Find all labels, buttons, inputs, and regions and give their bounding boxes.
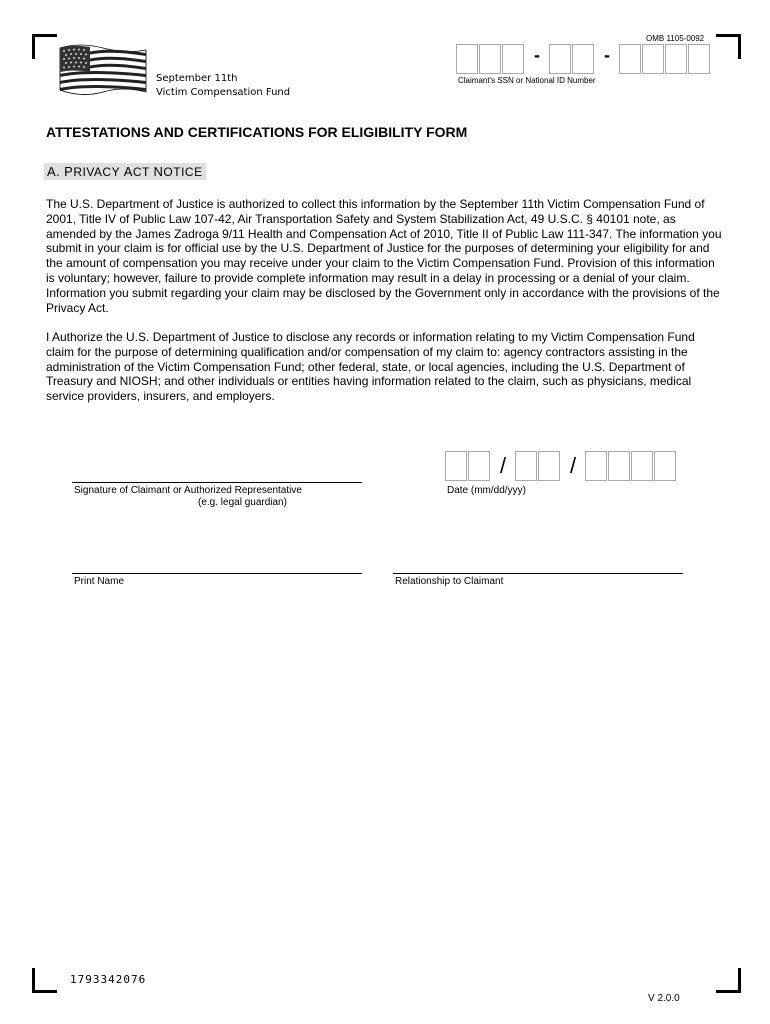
date-digit-box[interactable] xyxy=(608,451,630,481)
registration-mark-top-left xyxy=(32,34,57,59)
print-name-line[interactable] xyxy=(72,573,362,574)
signature-label xyxy=(74,485,302,509)
registration-mark-top-right xyxy=(716,34,741,59)
authorization-paragraph: I Authorize the U.S. Department of Justice to disclose any records or information relating to my Victim Compensation Fund claim for the purpose of determining qualification and/or compensation of my claim to: agency contractors assisting in the administration of the Victim Compensation Fund; other federal, state, or local agencies, including the U.S. Department of Treasury and NIOSH; and other individuals or entities having information related to the claim, such as physicians, medical service providers, insurers, and employers. xyxy=(46,330,695,404)
print-name-label: Print Name xyxy=(74,576,125,587)
ssn-digit-box[interactable] xyxy=(479,44,501,74)
signature-line[interactable] xyxy=(72,482,362,483)
registration-mark-bottom-right xyxy=(716,968,741,993)
privacy-act-paragraph: The U.S. Department of Justice is authorized to collect this information by the September 11th Victim Compensation Fund of 2001, Title IV of Public Law 107-42, Air Transportation Safety and System Stabilization Act, 49 U.S.C. § 40101 note, as amended by the James Zadroga 9/11 Health and Compensation Act of 2010, Title II of Public Law 111-347. The information you submit in your claim is for official use by the U.S. Department of Justice for the purposes of determining your eligibility for and the amount of compensation you may receive under your claim to the Victim Compensation Fund. Provision of this information is voluntary; however, failure to provide complete information may result in a delay in processing or a denial of your claim. Information you submit regarding your claim may be disclosed by the Government only in accordance with the provisions of the Privacy Act. xyxy=(46,197,722,315)
ssn-separator: - xyxy=(604,45,610,65)
version-label: V 2.0.0 xyxy=(648,993,680,1004)
ssn-digit-box[interactable] xyxy=(549,44,571,74)
date-digit-box[interactable] xyxy=(468,451,490,481)
date-separator: / xyxy=(569,453,577,478)
logo-line-1: September 11th xyxy=(156,73,238,84)
date-separator: / xyxy=(499,453,507,478)
date-digit-box[interactable] xyxy=(654,451,676,481)
ssn-digit-box[interactable] xyxy=(572,44,594,74)
section-letter: A. xyxy=(47,164,61,179)
date-digit-box[interactable] xyxy=(445,451,467,481)
relationship-label: Relationship to Claimant xyxy=(395,576,504,587)
date-digit-box[interactable] xyxy=(585,451,607,481)
relationship-line[interactable] xyxy=(393,573,683,574)
ssn-separator: - xyxy=(534,45,540,65)
registration-mark-bottom-left xyxy=(32,968,57,993)
fund-logo-text xyxy=(156,72,290,100)
form-title: ATTESTATIONS AND CERTIFICATIONS FOR ELIGIBILITY FORM xyxy=(46,124,468,140)
american-flag-logo-icon xyxy=(58,42,148,98)
heading-part: OTICE xyxy=(163,165,203,179)
heading-initial: P xyxy=(64,164,74,179)
ssn-digit-box[interactable] xyxy=(665,44,687,74)
heading-part: CT xyxy=(132,165,154,179)
heading-initial: A xyxy=(123,164,133,179)
date-label: Date (mm/dd/yyy) xyxy=(447,485,526,496)
heading-initial: N xyxy=(153,164,164,179)
ssn-digit-box[interactable] xyxy=(456,44,478,74)
date-digit-box[interactable] xyxy=(515,451,537,481)
ssn-digit-box[interactable] xyxy=(642,44,664,74)
ssn-digit-box[interactable] xyxy=(619,44,641,74)
ssn-digit-box[interactable] xyxy=(688,44,710,74)
section-a-heading xyxy=(44,163,206,180)
date-digit-box[interactable] xyxy=(631,451,653,481)
barcode-number: 1793342076 xyxy=(70,973,147,986)
ssn-label: Claimant's SSN or National ID Number xyxy=(458,76,596,85)
signature-sublabel: (e.g. legal guardian) xyxy=(198,497,287,508)
date-field[interactable] xyxy=(445,451,677,481)
date-digit-box[interactable] xyxy=(538,451,560,481)
omb-number: OMB 1105-0092 xyxy=(646,34,705,43)
heading-part: RIVACY xyxy=(73,165,124,179)
ssn-field[interactable] xyxy=(456,44,711,74)
ssn-digit-box[interactable] xyxy=(502,44,524,74)
logo-line-2: Victim Compensation Fund xyxy=(156,87,291,98)
signature-label-text: Signature of Claimant or Authorized Representative xyxy=(74,485,302,496)
